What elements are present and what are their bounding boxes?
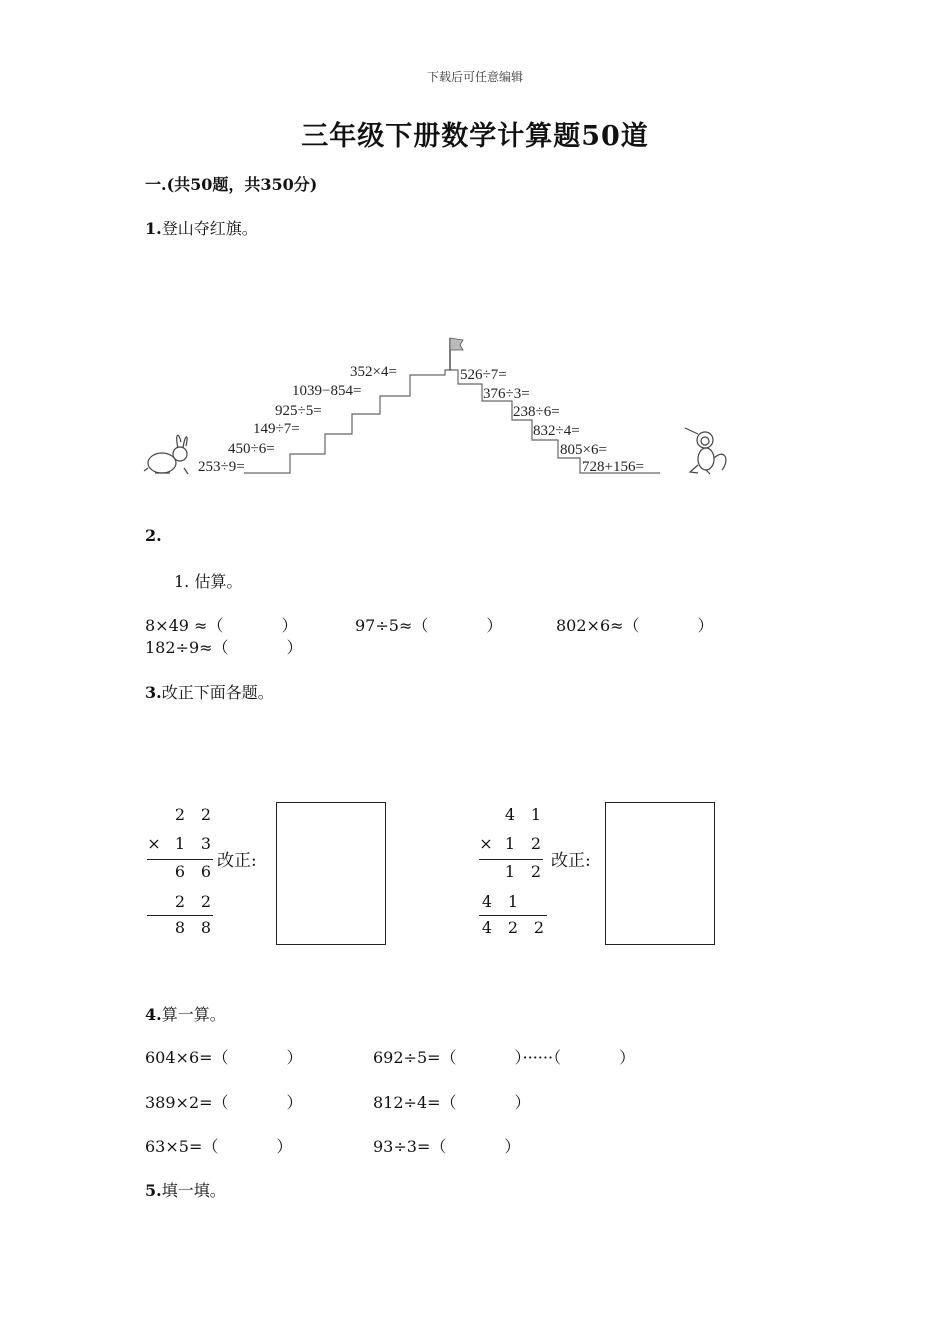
calc1-top-2: 2 xyxy=(200,805,212,824)
stair-right-3: 238÷6= xyxy=(513,404,560,420)
calc-item-3 xyxy=(145,1090,303,1113)
calc2-p1-1: 1 xyxy=(504,862,516,881)
monkey-icon xyxy=(685,428,726,474)
calc2-mul-2: 2 xyxy=(530,834,542,853)
vertical-calc-2 xyxy=(477,805,552,945)
estimate-close-3: ） xyxy=(697,616,714,635)
calc2-line-2 xyxy=(479,915,547,916)
calc1-p2-2: 2 xyxy=(200,892,212,911)
fix-label-2: 改正: xyxy=(551,851,591,871)
calc-expr-2: 692÷5=（ xyxy=(373,1048,457,1067)
stair-right-4: 832÷4= xyxy=(533,423,580,439)
question-2-number: 2. xyxy=(145,526,162,545)
calc2-p2-1: 4 xyxy=(481,892,493,911)
calc2-top-1: 4 xyxy=(504,805,516,824)
question-1-number: 1. xyxy=(145,219,162,238)
stair-right-2: 376÷3= xyxy=(483,386,530,402)
question-3-text: 改正下面各题。 xyxy=(161,683,274,702)
question-1 xyxy=(145,216,258,239)
question-4-number: 4. xyxy=(145,1005,162,1024)
calc-close-4: ） xyxy=(514,1093,531,1112)
estimate-item-2 xyxy=(355,613,502,636)
question-5-text: 填一填。 xyxy=(161,1181,226,1200)
calc-expr-6: 93÷3=（ xyxy=(373,1137,447,1156)
answer-box-1[interactable] xyxy=(276,802,386,945)
calc-expr-1: 604×6=（ xyxy=(145,1048,229,1067)
calc2-times-sign: × xyxy=(479,834,493,853)
stair-right-1: 526÷7= xyxy=(460,367,507,383)
calc2-result-1: 4 xyxy=(481,918,493,937)
question-4-text: 算一算。 xyxy=(161,1005,226,1024)
calc-remainder: ）······（ xyxy=(514,1048,562,1067)
question-5-number: 5. xyxy=(145,1181,162,1200)
stair-left-2: 450÷6= xyxy=(228,441,275,457)
calc-close-1: ） xyxy=(286,1048,303,1067)
calc1-result-2: 8 xyxy=(200,918,212,937)
question-2 xyxy=(145,526,162,545)
page-title: 三年级下册数学计算题50道 xyxy=(301,121,649,152)
question-2-subtitle: 1. 估算。 xyxy=(174,572,243,591)
header-note: 下载后可任意编辑 xyxy=(426,70,523,84)
calc1-result-1: 8 xyxy=(174,918,186,937)
calc1-times-sign: × xyxy=(147,834,161,853)
calc-item-1 xyxy=(145,1045,303,1068)
question-3 xyxy=(145,680,274,703)
stair-left-6: 352×4= xyxy=(350,364,397,380)
stair-left-1: 253÷9= xyxy=(198,459,245,475)
calc2-mul-1: 1 xyxy=(504,834,516,853)
answer-box-2[interactable] xyxy=(605,802,715,945)
stair-left-3: 149÷7= xyxy=(253,421,300,437)
calc2-line-1 xyxy=(479,859,543,860)
calc-item-4 xyxy=(373,1090,531,1113)
question-1-text: 登山夺红旗。 xyxy=(161,219,258,238)
section-heading: 一.(共50题，共350分) xyxy=(145,175,318,194)
calc1-line-2 xyxy=(147,915,213,916)
calc1-mul-2: 3 xyxy=(200,834,212,853)
calc-item-6 xyxy=(373,1134,520,1157)
estimate-item-1 xyxy=(145,613,297,636)
calc-close-6: ） xyxy=(504,1137,521,1156)
question-3-number: 3. xyxy=(145,683,162,702)
calc-item-5 xyxy=(145,1134,292,1157)
calc-close-3: ） xyxy=(286,1093,303,1112)
calc1-p1-2: 6 xyxy=(200,862,212,881)
estimate-close-1: ） xyxy=(281,616,298,635)
fix-label-1: 改正: xyxy=(217,851,257,871)
stair-right-5: 805×6= xyxy=(560,442,607,458)
calc2-result-2: 2 xyxy=(507,918,519,937)
calc2-top-2: 1 xyxy=(530,805,542,824)
stair-left-5: 1039−854= xyxy=(292,383,362,399)
calc-item-2 xyxy=(373,1045,635,1068)
vertical-calc-1 xyxy=(145,805,220,945)
calc2-p1-2: 2 xyxy=(530,862,542,881)
calc2-p2-2: 1 xyxy=(507,892,519,911)
calc-expr-3: 389×2=（ xyxy=(145,1093,229,1112)
estimate-close-4: ） xyxy=(286,638,303,657)
rabbit-icon xyxy=(144,435,188,474)
estimate-item-4 xyxy=(145,635,303,658)
calc1-p1-1: 6 xyxy=(174,862,186,881)
stair-left-4: 925÷5= xyxy=(275,403,322,419)
calc1-top-1: 2 xyxy=(174,805,186,824)
question-5 xyxy=(145,1178,226,1201)
calc-close-2: ） xyxy=(619,1048,636,1067)
calc2-result-3: 2 xyxy=(533,918,545,937)
calc1-mul-1: 1 xyxy=(174,834,186,853)
estimate-expr-2: 97÷5≈（ xyxy=(355,616,429,635)
flag-icon xyxy=(450,338,463,370)
calc-close-5: ） xyxy=(276,1137,293,1156)
calc-expr-4: 812÷4=（ xyxy=(373,1093,457,1112)
calc1-p2-1: 2 xyxy=(174,892,186,911)
estimate-expr-3: 802×6≈（ xyxy=(556,616,640,635)
estimate-expr-1: 8×49 ≈（ xyxy=(145,616,224,635)
stairs-figure xyxy=(140,330,740,485)
estimate-item-3 xyxy=(556,613,714,636)
stair-right-6: 728+156= xyxy=(582,459,644,475)
calc1-line-1 xyxy=(147,859,213,860)
calc-expr-5: 63×5=（ xyxy=(145,1137,219,1156)
question-4 xyxy=(145,1002,226,1025)
estimate-expr-4: 182÷9≈（ xyxy=(145,638,229,657)
estimate-close-2: ） xyxy=(486,616,503,635)
